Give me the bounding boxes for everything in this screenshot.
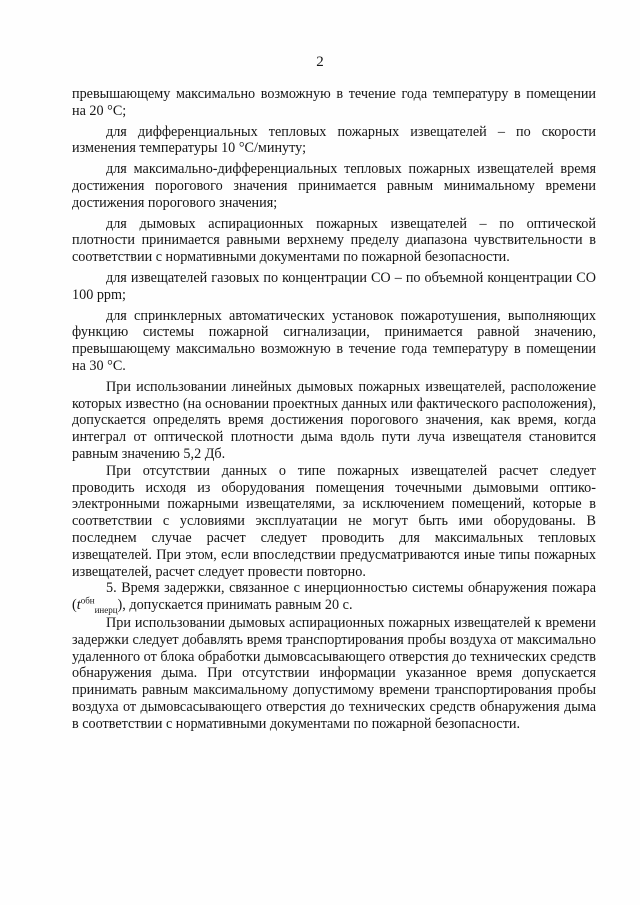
- paragraph-9: При использовании дымовых аспирационных пожарных извещателей к времени задержки следует добавлять время транспортирования пробы воздуха от максимально удаленного от блока обработки дымовсасывающего отверстия до технических средств обнаружения дыма. При отсутствии информации указанное время допускается принимать равным максимальному допустимому времени транспортирования пробы воздуха от дымовсасывающего отверстия до технических средств обнаружения дыма в соответствии с нормативными документами по пожарной безопасности.: [72, 614, 596, 732]
- item5-tail: ), допускается принимать равным 20 с.: [117, 597, 353, 614]
- delay-symbol: t: [76, 597, 81, 614]
- paragraph-2: для дифференциальных тепловых пожарных извещателей – по скорости изменения температуры 10 °С/минуту;: [72, 123, 596, 157]
- delay-symbol-sup: обн: [80, 595, 95, 606]
- paragraph-3: для максимально-дифференциальных тепловых пожарных извещателей время достижения порогового значения принимается равным минимальному времени достижения порогового значения;: [72, 161, 596, 211]
- paragraph-6: для спринклерных автоматических установок пожаротушения, выполняющих функцию системы пожарной сигнализации, принимается равной значению, превышающему максимально возможную в течение года температуру в помещении на 30 °С.: [72, 307, 596, 374]
- paragraph-8: При отсутствии данных о типе пожарных извещателей расчет следует проводить исходя из оборудования помещения точечными дымовыми оптико-электронными пожарными извещателями, за исключением помещений, которые в соответствии с условиями эксплуатации не могут быть ими оборудованы. В последнем случае расчет следует проводить для максимальных тепловых извещателей. При этом, если впоследствии предусматриваются иные типы пожарных извещателей, расчет следует провести повторно.: [72, 462, 596, 580]
- paragraph-7: При использовании линейных дымовых пожарных извещателей, расположение которых известно (на основании проектных данных или фактического расположения), допускается определять время достижения порогового значения, как время, когда интеграл от оптической плотности дыма вдоль пути луча извещателя становится равным значению 5,2 Дб.: [72, 378, 596, 462]
- paragraph-5: для извещателей газовых по концентрации СО – по объемной концентрации СО 100 ppm;: [72, 269, 596, 303]
- document-body: [72, 86, 596, 736]
- paragraph-4: для дымовых аспирационных пожарных извещателей – по оптической плотности принимается равными верхнему пределу диапазона чувствительности в соответствии с нормативными документами по пожарной безопасности.: [72, 215, 596, 266]
- delay-symbol-sub: инерц: [94, 604, 118, 615]
- paragraph-item-5: [72, 580, 596, 614]
- page-number: 2: [316, 54, 324, 70]
- item5-lead: 5. Время задержки, связанное с инерционностью системы обнаружения пожара (: [72, 580, 596, 614]
- paragraph-1: превышающему максимально возможную в течение года температуру в помещении на 20 °С;: [72, 86, 596, 119]
